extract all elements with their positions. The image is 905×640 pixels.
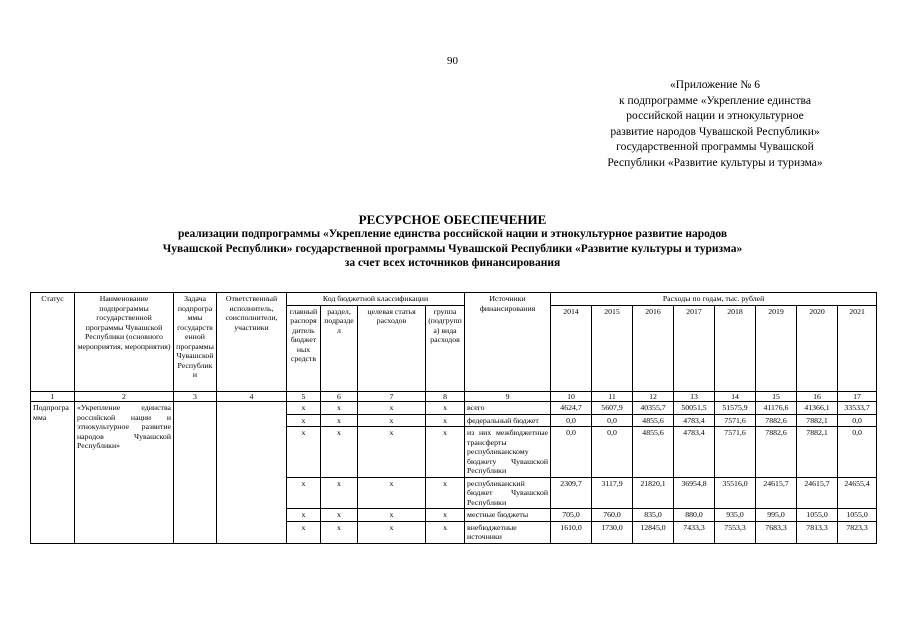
value-cell: 935,0	[715, 509, 756, 522]
value-cell: 0,0	[592, 427, 633, 478]
value-cell: 40355,7	[633, 402, 674, 415]
column-number: 12	[633, 391, 674, 402]
code-cell: х	[358, 427, 426, 478]
page-number: 90	[447, 55, 458, 67]
code-cell: х	[287, 402, 321, 415]
value-cell: 7882,6	[756, 427, 797, 478]
code-cell: х	[321, 427, 358, 478]
title-line: Чувашской Республики» государственной программы Чувашской Республики «Развитие культуры и туризма»	[162, 242, 743, 255]
value-cell: 24655,4	[838, 477, 877, 509]
column-number: 3	[174, 391, 217, 402]
header-code-target: целевая статья расходов	[358, 305, 426, 391]
value-cell: 0,0	[551, 414, 592, 427]
appendix-line: «Приложение № 6	[670, 79, 760, 91]
program-name-cell: «Укрепление единства российской нации и этнокультурное развитие народов Чувашской Республики»	[75, 402, 174, 544]
code-cell: х	[358, 414, 426, 427]
code-cell: х	[287, 427, 321, 478]
value-cell: 21820,1	[633, 477, 674, 509]
header-responsible: Ответственный исполнитель, соисполнители, участники	[217, 293, 287, 392]
header-name: Наименование подпрограммы государственной программы Чувашской Республики (основного мероприятия, мероприятия)	[75, 293, 174, 392]
value-cell: 7882,1	[797, 414, 838, 427]
code-cell: х	[358, 521, 426, 543]
document-title	[40, 212, 865, 271]
code-cell: х	[321, 509, 358, 522]
code-cell: х	[426, 427, 465, 478]
code-cell: х	[321, 402, 358, 415]
value-cell: 7571,6	[715, 427, 756, 478]
value-cell: 760,0	[592, 509, 633, 522]
code-cell: х	[321, 414, 358, 427]
header-status: Статус	[31, 293, 75, 392]
value-cell: 4783,4	[674, 414, 715, 427]
appendix-heading	[560, 78, 870, 171]
code-cell: х	[287, 509, 321, 522]
appendix-line: развитие народов Чувашской Республики»	[610, 125, 820, 138]
header-year: 2014	[551, 305, 592, 391]
appendix-line: к подпрограмме «Укрепление единства	[619, 94, 811, 107]
value-cell: 12845,0	[633, 521, 674, 543]
column-number: 10	[551, 391, 592, 402]
code-cell: х	[287, 521, 321, 543]
task-cell	[174, 402, 217, 544]
value-cell: 7553,3	[715, 521, 756, 543]
value-cell: 4783,4	[674, 427, 715, 478]
value-cell: 41176,6	[756, 402, 797, 415]
value-cell: 0,0	[838, 427, 877, 478]
value-cell: 51575,9	[715, 402, 756, 415]
value-cell: 705,0	[551, 509, 592, 522]
value-cell: 7823,3	[838, 521, 877, 543]
value-cell: 880,0	[674, 509, 715, 522]
column-number: 7	[358, 391, 426, 402]
column-number: 9	[465, 391, 551, 402]
header-sources: Источники финансирования	[465, 293, 551, 392]
appendix-line: государственной программы Чувашской	[616, 141, 814, 153]
value-cell: 7571,6	[715, 414, 756, 427]
value-cell: 7813,3	[797, 521, 838, 543]
code-cell: х	[321, 477, 358, 509]
value-cell: 3117,9	[592, 477, 633, 509]
header-year: 2017	[674, 305, 715, 391]
value-cell: 5607,9	[592, 402, 633, 415]
code-cell: х	[426, 477, 465, 509]
code-cell: х	[426, 402, 465, 415]
header-budget-code: Код бюджетной классификации	[287, 293, 465, 306]
value-cell: 24615,7	[797, 477, 838, 509]
value-cell: 7882,1	[797, 427, 838, 478]
value-cell: 1055,0	[797, 509, 838, 522]
value-cell: 36954,8	[674, 477, 715, 509]
column-number: 11	[592, 391, 633, 402]
value-cell: 0,0	[592, 414, 633, 427]
column-number: 2	[75, 391, 174, 402]
header-code-group: группа (подгруппа) вида расходов	[426, 305, 465, 391]
resources-table	[30, 292, 877, 544]
header-year: 2020	[797, 305, 838, 391]
code-cell: х	[321, 521, 358, 543]
value-cell: 7433,3	[674, 521, 715, 543]
value-cell: 7882,6	[756, 414, 797, 427]
source-cell: республиканский бюджет Чувашской Республики	[465, 477, 551, 509]
value-cell: 0,0	[551, 427, 592, 478]
column-number: 13	[674, 391, 715, 402]
source-cell: федеральный бюджет	[465, 414, 551, 427]
value-cell: 24615,7	[756, 477, 797, 509]
appendix-line: российской нации и этнокультурное	[626, 110, 804, 122]
value-cell: 7683,3	[756, 521, 797, 543]
header-year: 2016	[633, 305, 674, 391]
value-cell: 1055,0	[838, 509, 877, 522]
responsible-cell	[217, 402, 287, 544]
title-main: РЕСУРСНОЕ ОБЕСПЕЧЕНИЕ	[358, 212, 547, 227]
table-row	[31, 402, 877, 415]
appendix-line: Республики «Развитие культуры и туризма»	[607, 156, 823, 169]
title-line: за счет всех источников финансирования	[344, 257, 561, 269]
header-year: 2019	[756, 305, 797, 391]
value-cell: 35516,0	[715, 477, 756, 509]
status-cell: Подпрограмма	[31, 402, 75, 544]
column-number: 6	[321, 391, 358, 402]
code-cell: х	[358, 402, 426, 415]
column-number: 1	[31, 391, 75, 402]
column-number: 5	[287, 391, 321, 402]
value-cell: 0,0	[838, 414, 877, 427]
header-expenses: Расходы по годам, тыс. рублей	[551, 293, 877, 306]
value-cell: 995,0	[756, 509, 797, 522]
source-cell: внебюджетные источники	[465, 521, 551, 543]
column-number: 15	[756, 391, 797, 402]
column-number: 8	[426, 391, 465, 402]
column-numbers-row	[31, 391, 877, 402]
source-cell: из них межбюджетные трансферты республиканскому бюджету Чувашской Республики	[465, 427, 551, 478]
code-cell: х	[358, 509, 426, 522]
value-cell: 1730,0	[592, 521, 633, 543]
value-cell: 835,0	[633, 509, 674, 522]
header-code-section: раздел, подраздел	[321, 305, 358, 391]
column-number: 17	[838, 391, 877, 402]
code-cell: х	[287, 414, 321, 427]
code-cell: х	[426, 414, 465, 427]
source-cell: местные бюджеты	[465, 509, 551, 522]
header-year: 2015	[592, 305, 633, 391]
code-cell: х	[358, 477, 426, 509]
value-cell: 4624,7	[551, 402, 592, 415]
value-cell: 33533,7	[838, 402, 877, 415]
value-cell: 41366,1	[797, 402, 838, 415]
value-cell: 4855,6	[633, 414, 674, 427]
value-cell: 4855,6	[633, 427, 674, 478]
header-year: 2021	[838, 305, 877, 391]
source-cell: всего	[465, 402, 551, 415]
column-number: 16	[797, 391, 838, 402]
column-number: 14	[715, 391, 756, 402]
value-cell: 2309,7	[551, 477, 592, 509]
header-year: 2018	[715, 305, 756, 391]
header-code-main: главный распорядитель бюджетных средств	[287, 305, 321, 391]
column-number: 4	[217, 391, 287, 402]
code-cell: х	[426, 521, 465, 543]
header-task: Задача подпрограммы государственной программы Чувашской Республики	[174, 293, 217, 392]
value-cell: 50051,5	[674, 402, 715, 415]
code-cell: х	[287, 477, 321, 509]
value-cell: 1610,0	[551, 521, 592, 543]
title-line: реализации подпрограммы «Укрепление единства российской нации и этнокультурное развитие народов	[177, 228, 728, 240]
code-cell: х	[426, 509, 465, 522]
